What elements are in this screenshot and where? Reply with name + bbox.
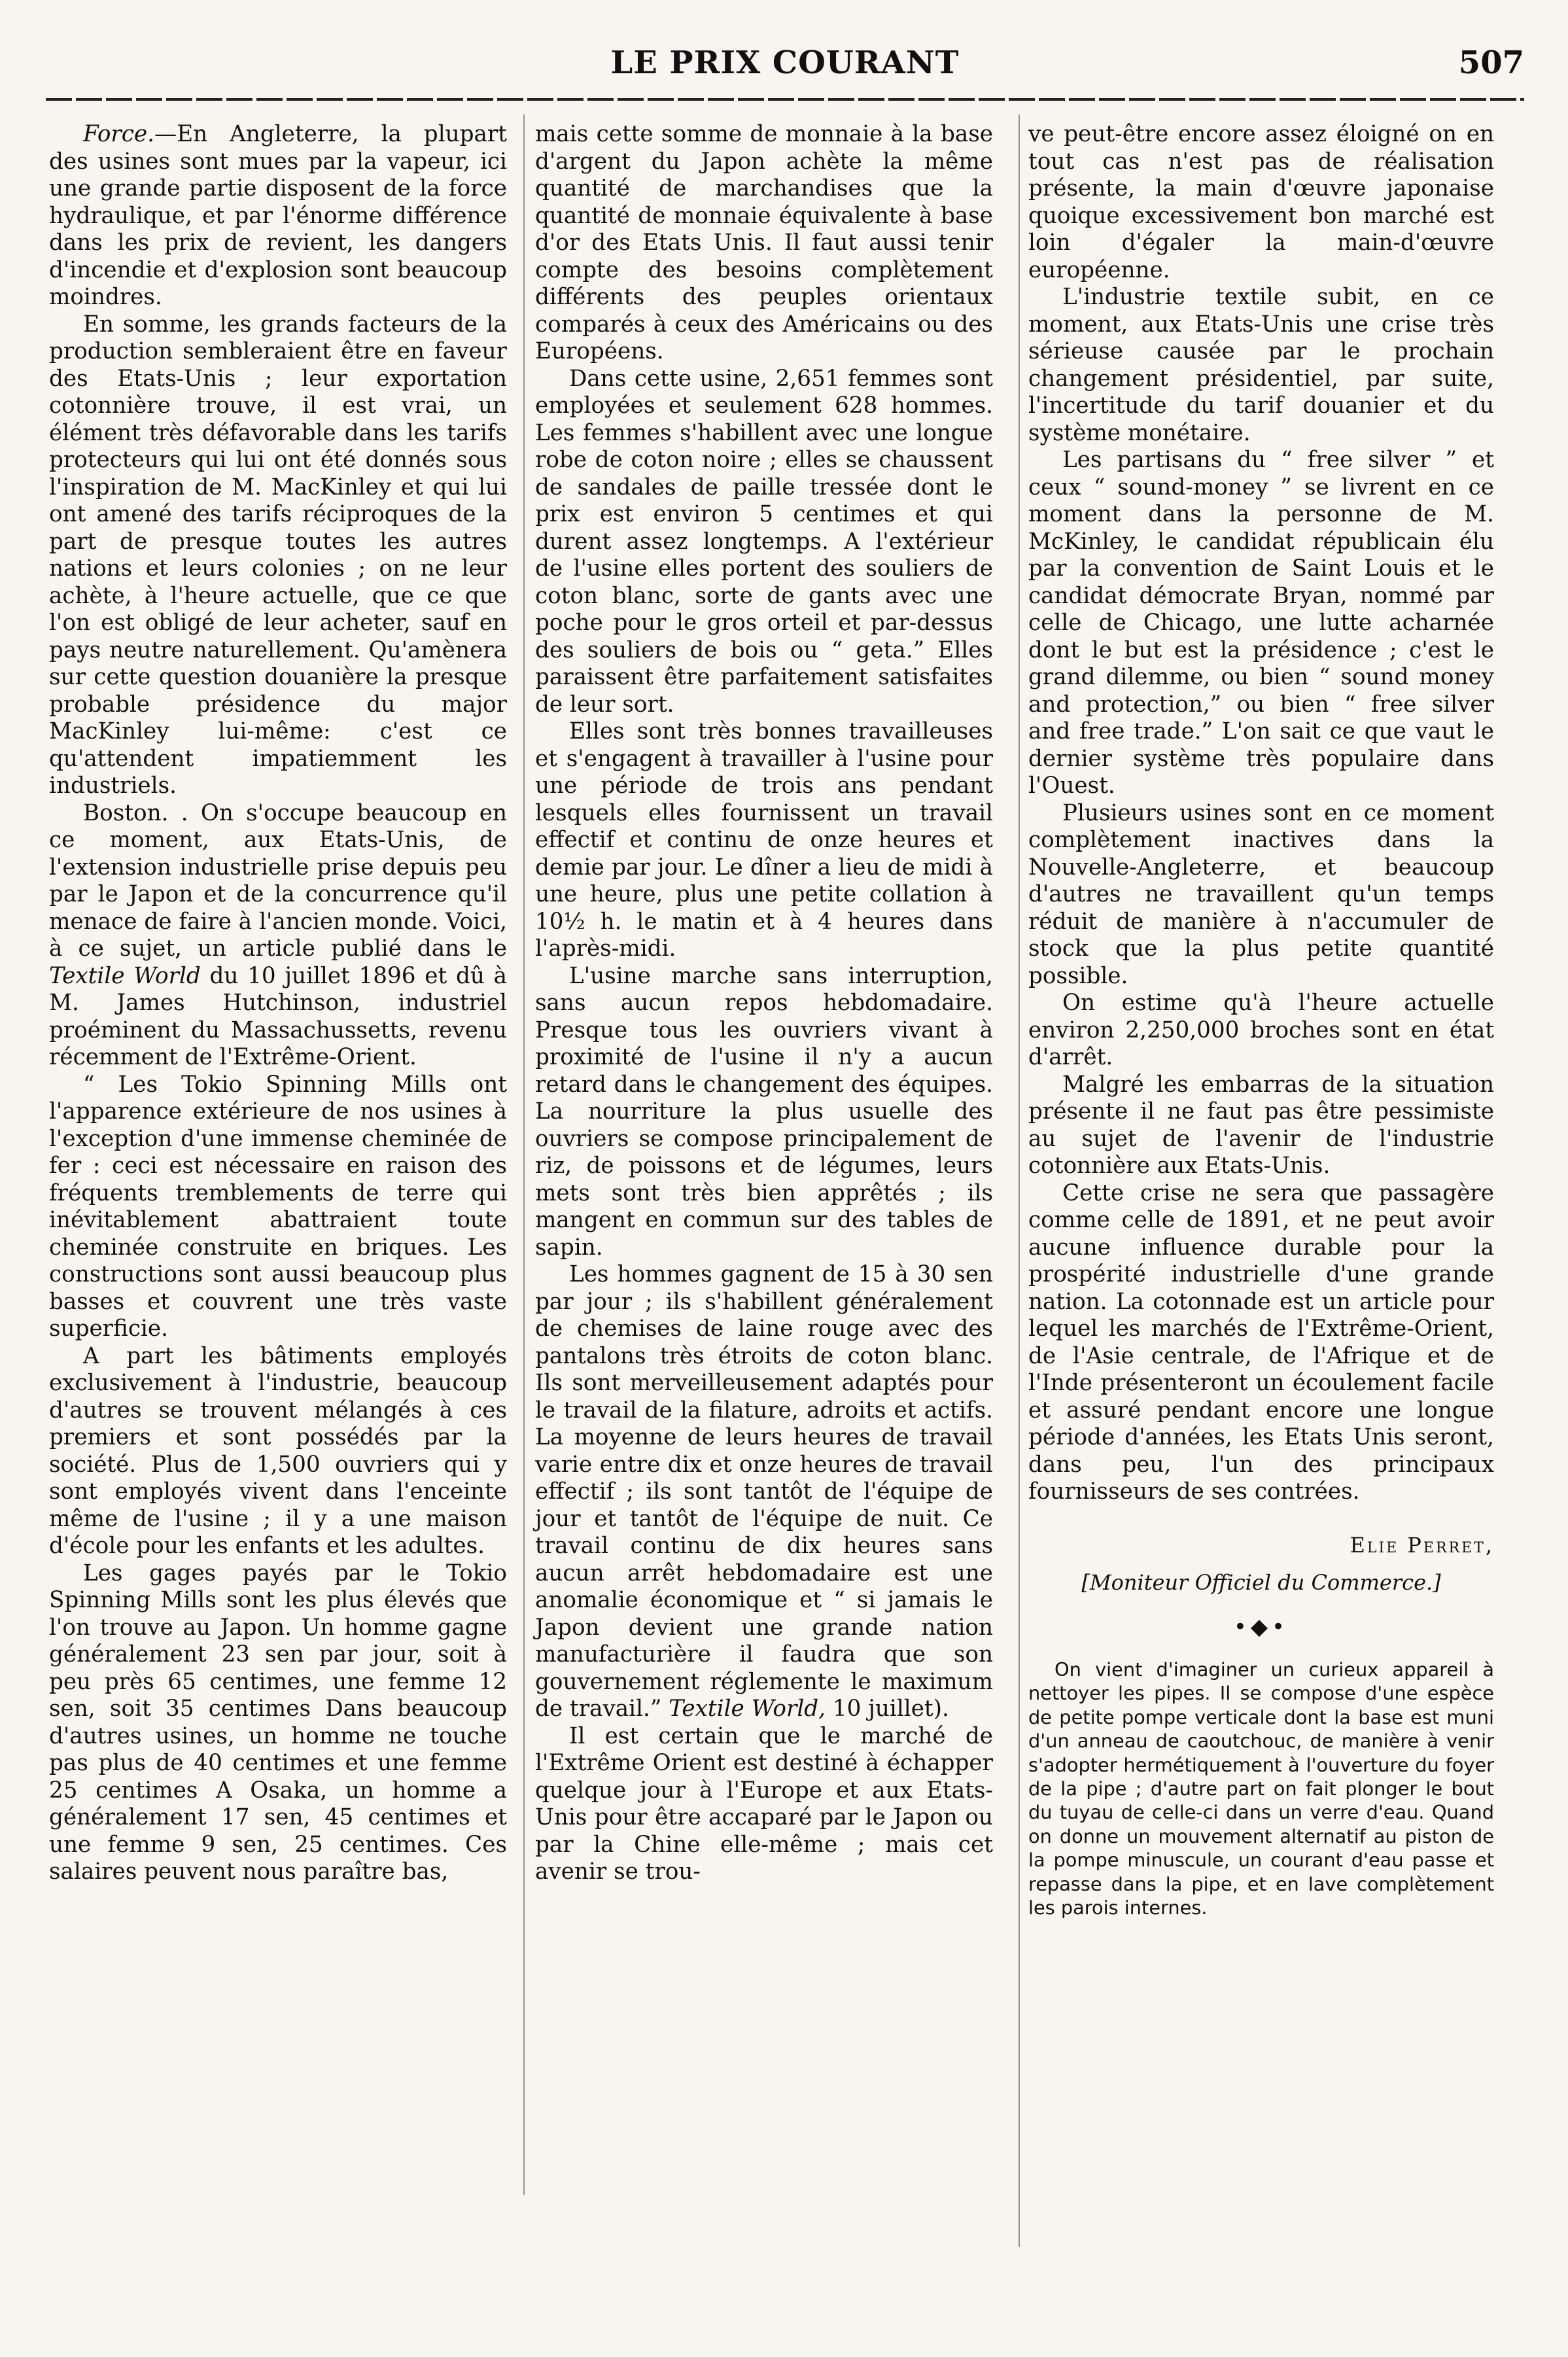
- paragraph-text: Boston. . On s'occupe beaucoup en ce moment, aux Etats-Unis, de l'extension industrielle prise depuis peu par le Japon et de la concurrence qu'il menace de faire à l'ancien monde. Voici, à ce sujet, un article publié dans le: [49, 799, 507, 962]
- journal-name: Textile World,: [669, 1696, 826, 1722]
- paragraph-text: du 10 juillet 1896 et dû à M. James Hutchinson, industriel proéminent du Massachussetts, revenu récemment de l'Extrême-Orient.: [49, 962, 507, 1070]
- pipe-cleaner-note: [1028, 1658, 1494, 1919]
- journal-title: LE PRIX COURANT: [610, 44, 960, 81]
- paragraph: Elles sont très bonnes travailleuses et s'engagent à travailler à l'usine pour une période de trois ans pendant lesquels elles fournissent un travail effectif et continu de onze heures et demie par jour. Le dîner a lieu de midi à une heure, plus une petite collation à 10½ h. le matin et à 4 heures dans l'après-midi.: [535, 718, 993, 962]
- paragraph: ve peut-être encore assez éloigné on en tout cas n'est pas de réalisation présente, la main d'œuvre japonaise quoique excessivement bon marché est loin d'égaler la main-d'œuvre européenne.: [1028, 121, 1494, 283]
- paragraph: [49, 800, 507, 1072]
- paragraph: “ Les Tokio Spinning Mills ont l'apparence extérieure de nos usines à l'exception d'une immense cheminée de fer : ceci est nécessaire en raison des fréquents tremblements de terre qui inévitablement abattraient toute cheminée construite en briques. Les constructions sont aussi beaucoup plus basses et couvrent une très vaste superficie.: [49, 1071, 507, 1342]
- paragraph: On vient d'imaginer un curieux appareil à nettoyer les pipes. Il se compose d'une espèce de petite pompe verticale dont la base est muni d'un anneau de caoutchouc, de manière à venir s'adopter hermétiquement à l'ouverture du foyer de la pipe ; d'autre part on fait plonger le bout du tuyau de celle-ci dans un verre d'eau. Quand on donne un mouvement alternatif au piston de la pompe minuscule, un courant d'eau passe et repasse dans la pipe, et en lave complètement les parois internes.: [1028, 1658, 1494, 1919]
- paragraph: A part les bâtiments employés exclusivement à l'industrie, beaucoup d'autres se trouvent mélangés à ces premiers et sont possédés par la société. Plus de 1,500 ouvriers qui y sont employés vivent dans l'enceinte même de l'usine ; il y a une maison d'école pour les enfants et les adultes.: [49, 1342, 507, 1559]
- paragraph: Plusieurs usines sont en ce moment complètement inactives dans la Nouvelle-Angleterre, et beaucoup d'autres ne travaillent qu'un temps réduit de manière à n'accumuler de stock que la plus petite quantité possible.: [1028, 799, 1494, 989]
- paragraph: Dans cette usine, 2,651 femmes sont employées et seulement 628 hommes. Les femmes s'habillent avec une longue robe de coton noire ; elles se chaussent de sandales de paille tressée dont le prix est environ 5 centimes et qui durent assez longtemps. A l'extérieur de l'usine elles portent des souliers de coton blanc, sorte de gants avec une poche pour le gros orteil et par-dessus des souliers de bois ou “ geta.” Elles paraissent être parfaitement satisfaites de leur sort.: [535, 365, 993, 718]
- column-3: [1028, 121, 1494, 1919]
- column-2: [535, 121, 993, 1886]
- section-ornament: •◆•: [1233, 1613, 1289, 1640]
- paragraph: Les gages payés par le Tokio Spinning Mills sont les plus élevés que l'on trouve au Japon. Un homme gagne généralement 23 sen par jour, soit à peu près 65 centimes, une femme 12 sen, soit 35 centimes Dans beaucoup d'autres usines, un homme ne touche pas plus de 40 centimes et une femme 25 centimes A Osaka, un homme a généralement 17 sen, 45 centimes et une femme 9 sen, 25 centimes. Ces salaires peuvent nous paraître bas,: [49, 1560, 507, 1885]
- paragraph: L'usine marche sans interruption, sans aucun repos hebdomadaire. Presque tous les ouvriers vivant à proximité de l'usine il n'y a aucun retard dans le changement des équipes. La nourriture la plus usuelle des ouvriers se compose principalement de riz, de poissons et de légumes, leurs mets sont très bien apprêtés ; ils mangent en commun sur des tables de sapin.: [535, 962, 993, 1261]
- paragraph: Il est certain que le marché de l'Extrême Orient est destiné à échapper quelque jour à l'Europe et aux Etats-Unis pour être accaparé par le Japon ou par la Chine elle-même ; mais cet avenir se trou-: [535, 1722, 993, 1885]
- paragraph-text: —En Angleterre, la plupart des usines sont mues par la vapeur, ici une grande partie disposent de la force hydraulique, et par l'énorme différence dans les prix de revient, les dangers d'incendie et d'explosion sont beaucoup moindres.: [49, 121, 507, 310]
- column-1: [49, 121, 507, 1886]
- paragraph: [49, 121, 507, 311]
- column-separator: [523, 114, 525, 2195]
- paragraph: Les partisans du “ free silver ” et ceux “ sound-money ” se livrent en ce moment dans la personne de M. McKinley, le candidat républicain élu par la convention de Saint Louis et le candidat démocrate Bryan, nommé par celle de Chicago, une lutte acharnée dont le but est la présidence ; c'est le grand dilemme, ou bien “ sound money and protection,” ou bien “ free silver and free trade.” L'on sait ce que vaut le dernier système très populaire dans l'Ouest.: [1028, 447, 1494, 799]
- page-header: [46, 33, 1524, 92]
- paragraph-lead: Force.: [83, 121, 155, 147]
- header-rule: [46, 98, 1524, 101]
- article-source: [Moniteur Officiel du Commerce.]: [1081, 1570, 1441, 1595]
- paragraph-text: Les hommes gagnent de 15 à 30 sen par jour ; ils s'habillent généralement de chemises de laine rouge avec des pantalons très étroits de coton blanc. Ils sont merveilleusement adaptés pour le travail de la filature, adroits et actifs. La moyenne de leurs heures de travail varie entre dix et onze heures de travail effectif ; ils sont tantôt de l'équipe de jour et tantôt de l'équipe de nuit. Ce travail continu de dix heures sans aucun arrêt hebdomadaire est une anomalie économique et “ si jamais le Japon devient une grande nation manufacturière il faudra que son gouvernement réglemente le maximum de travail.”: [535, 1261, 993, 1722]
- paragraph: [535, 1261, 993, 1723]
- paragraph-text: 10 juillet).: [832, 1696, 949, 1722]
- paragraph: Malgré les embarras de la situation présente il ne faut pas être pessimiste au sujet de l'avenir de l'industrie cotonnière aux Etats-Unis.: [1028, 1071, 1494, 1179]
- paragraph: On estime qu'à l'heure actuelle environ 2,250,000 broches sont en état d'arrêt.: [1028, 990, 1494, 1070]
- author-signature: Elie Perret,: [1350, 1532, 1494, 1558]
- paragraph: Cette crise ne sera que passagère comme celle de 1891, et ne peut avoir aucune influence durable pour la prospérité industrielle d'une grande nation. La cotonnade est un article pour lequel les marchés de l'Extrême-Orient, de l'Asie centrale, de l'Afrique et de l'Inde présenteront un écoulement facile et assuré pendant encore une longue période d'années, les Etats Unis seront, dans peu, l'un des principaux fournisseurs de ses contrées.: [1028, 1179, 1494, 1505]
- paragraph: En somme, les grands facteurs de la production sembleraient être en faveur des Etats-Unis ; leur exportation cotonnière trouve, il est vrai, un élément très défavorable dans les tarifs protecteurs qui lui ont été donnés sous l'inspiration de M. MacKinley et qui lui ont amené des tarifs réciproques de la part de presque toutes les autres nations et leurs colonies ; on ne leur achète, à l'heure actuelle, que ce que l'on est obligé de leur acheter, sauf en pays neutre naturellement. Qu'amènera sur cette question douanière la presque probable présidence du major MacKinley lui-même: c'est ce qu'attendent impatiemment les industriels.: [49, 311, 507, 799]
- paragraph: L'industrie textile subit, en ce moment, aux Etats-Unis une crise très sérieuse causée par le prochain changement présidentiel, par suite, l'incertitude du tarif douanier et du système monétaire.: [1028, 284, 1494, 446]
- column-separator: [1019, 114, 1020, 2247]
- journal-name: Textile World: [49, 962, 201, 989]
- page-number: 507: [1458, 44, 1524, 81]
- paragraph: mais cette somme de monnaie à la base d'argent du Japon achète la même quantité de marchandises que la quantité de monnaie équivalente à base d'or des Etats Unis. Il faut aussi tenir compte des besoins complètement différents des peuples orientaux comparés à ceux des Américains ou des Européens.: [535, 121, 993, 364]
